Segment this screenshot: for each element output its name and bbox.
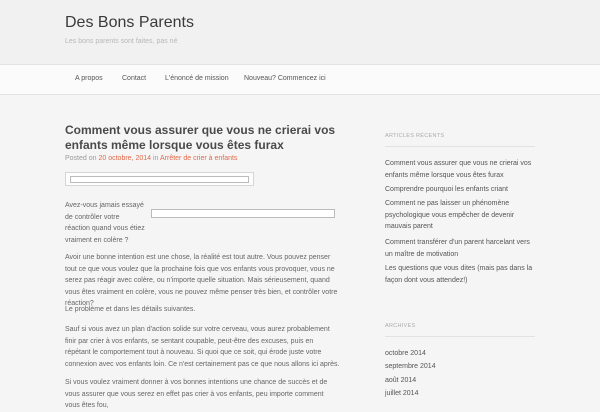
main-navigation [0,64,600,95]
site-header [0,0,600,64]
site-description: Les bons parents sont faites, pas né [65,38,178,45]
nav-item-mission[interactable]: L'énoncé de mission [165,75,229,82]
post-title[interactable]: Comment vous assurer que vous ne crierai vos enfants même lorsque vous êtes furax [65,123,336,152]
post-paragraph: Si vous voulez vraiment donner à vos bonnes intentions une chance de succès et de vous assurer que vous serez en effet pas crier à vos enfants, peu importe comment vous êtes fou, [65,379,328,409]
archive-link[interactable]: septembre 2014 [385,363,436,370]
post-paragraph: Avoir une bonne intention est une chose, la réalité est tout autre. Vous pouvez penser tout ce que vous voulez que la prochaine fois que vos enfants vous provoquer, vous ne serez pas réagir avec colère, ou n'importe quelle situation. Mais sérieusement, quand vous êtes vraiment en colère, vous ne pouvez même penser très bien, et contrôler votre réaction? [65,254,338,307]
recent-post-link[interactable]: Comment vous assurer que vous ne crierai vos enfants même lorsque vous êtes furax [385,160,532,179]
archive-link[interactable]: août 2014 [385,377,417,384]
post-date-link[interactable]: 20 octobre, 2014 [98,155,152,162]
recent-post-link[interactable]: Comprendre pourquoi les enfants criant [385,186,508,193]
embed-box-top [65,172,254,186]
archives-divider [385,336,535,337]
nav-item-a-propos[interactable]: A propos [75,75,103,82]
archive-link[interactable]: juillet 2014 [385,390,419,397]
post-meta-prefix: Posted on [65,155,97,162]
embed-field-top[interactable] [70,176,249,183]
archives-heading: ARCHIVES [385,323,416,329]
site-title[interactable]: Des Bons Parents [65,14,194,31]
recent-posts-heading: ARTICLES RÉCENTS [385,133,445,139]
recent-posts-divider [385,146,535,147]
recent-post-link[interactable]: Les questions que vous dites (mais pas dans la façon dont vous attendez!) [385,265,533,284]
post-paragraph: Sauf si vous avez un plan d'action solide sur votre cerveau, vous aurez probablement finir par crier à vos enfants, se sentant coupable, peut-être des excuses, puis en répétant le comportement tout à nouveau. Si quoi que ce soit, qui érode juste votre connexion avec vos enfants loin. Ce n'est certainement pas ce que nous allons ici après. [65,326,340,368]
post-category-link[interactable]: Arrêter de crier à enfants [160,155,238,162]
post-paragraph: Le problème et dans les détails suivantes. [65,306,196,313]
post-meta [65,155,237,162]
nav-item-commencez[interactable]: Nouveau? Commencez ici [244,75,326,82]
recent-post-link[interactable]: Comment ne pas laisser un phénomène psychologique vous empêcher de devenir mauvais parent [385,200,515,230]
nav-item-contact[interactable]: Contact [122,75,147,82]
recent-post-link[interactable]: Comment transférer d'un parent harcelant vers un maître de motivation [385,239,530,258]
intro-question: Avez-vous jamais essayé de contrôler votre réaction quand vous étiez vraiment en colère ? [65,202,145,244]
archive-link[interactable]: octobre 2014 [385,350,426,357]
embed-field-side[interactable] [151,209,335,218]
post-meta-in: in [152,155,159,162]
